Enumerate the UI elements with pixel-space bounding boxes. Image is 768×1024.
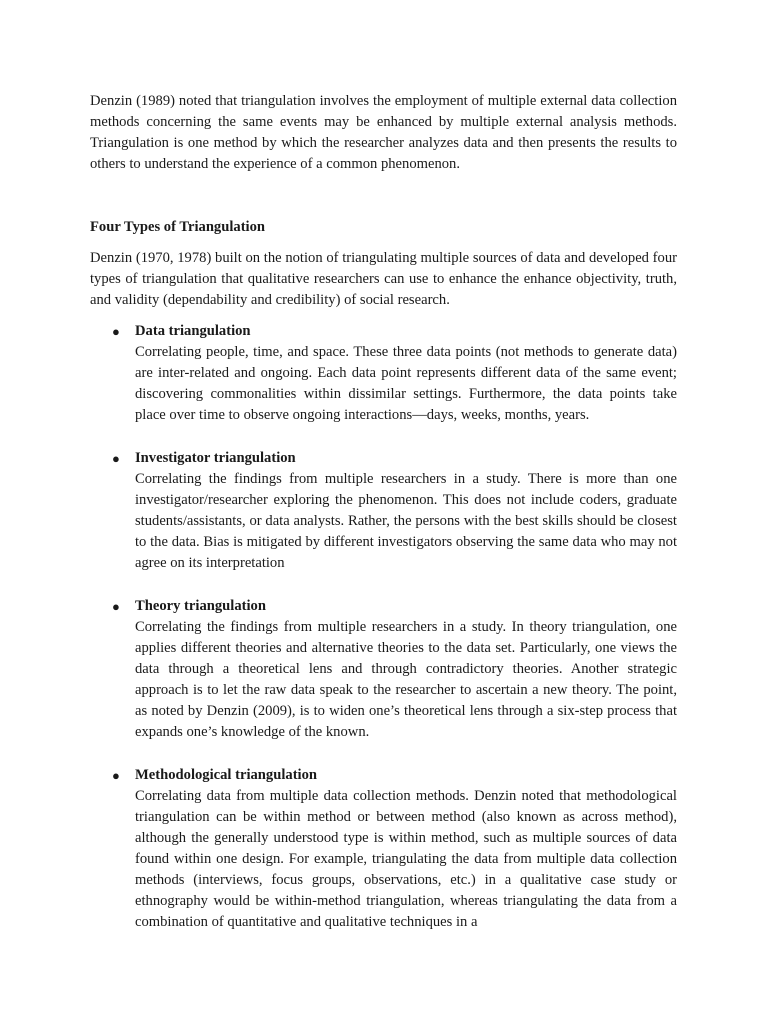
triangulation-types-list xyxy=(90,321,677,933)
list-item-data-triangulation xyxy=(90,321,677,426)
bullet-icon: ● xyxy=(112,599,120,614)
list-item-investigator-triangulation xyxy=(90,448,677,574)
document-page xyxy=(90,91,677,955)
list-item-body: Correlating people, time, and space. These three data points (not methods to generate data) are inter-related and ongoing. Each data point represents different data of the same event; discovering commonalities within dissimilar settings. Furthermore, the data points take place over time to observe ongoing interactions—days, weeks, months, years. xyxy=(135,344,677,423)
list-item-title: Investigator triangulation xyxy=(135,450,296,466)
list-item-theory-triangulation xyxy=(90,596,677,743)
bullet-icon: ● xyxy=(112,768,120,783)
list-item-title: Theory triangulation xyxy=(135,598,266,614)
list-item-body: Correlating the findings from multiple researchers in a study. There is more than one investigator/researcher exploring the phenomenon. This does not include coders, graduate students/assistants, or data analysts. Rather, the persons with the best skills should be closest to the data. Bias is mitigated by different investigators observing the same data who may not agree on its interpretation xyxy=(135,471,677,571)
bullet-icon: ● xyxy=(112,324,120,339)
list-item-body: Correlating data from multiple data collection methods. Denzin noted that methodological triangulation can be within method or between method (also known as across method), although the generally understood type is within method, such as multiple sources of data found within one design. For example, triangulating the data from multiple data collection methods (interviews, focus groups, observations, etc.) in a qualitative case study or ethnography would be within-method triangulation, whereas triangulating the data from a combination of quantitative and qualitative techniques in a xyxy=(135,788,677,930)
section-heading: Four Types of Triangulation xyxy=(90,219,266,235)
intro-paragraph: Denzin (1989) noted that triangulation involves the employment of multiple external data collection methods concerning the same events may be enhanced by multiple external analysis methods. Triangulation is one method by which the researcher analyzes data and then presents the results to others to understand the experience of a common phenomenon. xyxy=(90,93,677,172)
list-item-title: Data triangulation xyxy=(135,323,251,339)
bullet-icon: ● xyxy=(112,451,120,466)
list-item-body: Correlating the findings from multiple researchers in a study. In theory triangulation, one applies different theories and alternative theories to the data set. Particularly, one views the data through a theoretical lens and through contradictory theories. Another strategic approach is to let the raw data speak to the researcher to ascertain a new theory. The point, as noted by Denzin (2009), is to widen one’s theoretical lens through a six-step process that expands one’s knowledge of the known. xyxy=(135,619,677,740)
list-item-methodological-triangulation xyxy=(90,765,677,933)
list-item-title: Methodological triangulation xyxy=(135,767,318,783)
section-lead-paragraph: Denzin (1970, 1978) built on the notion of triangulating multiple sources of data and developed four types of triangulation that qualitative researchers can use to enhance the enhance objectivity, truth, and validity (dependability and credibility) of social research. xyxy=(90,250,677,308)
